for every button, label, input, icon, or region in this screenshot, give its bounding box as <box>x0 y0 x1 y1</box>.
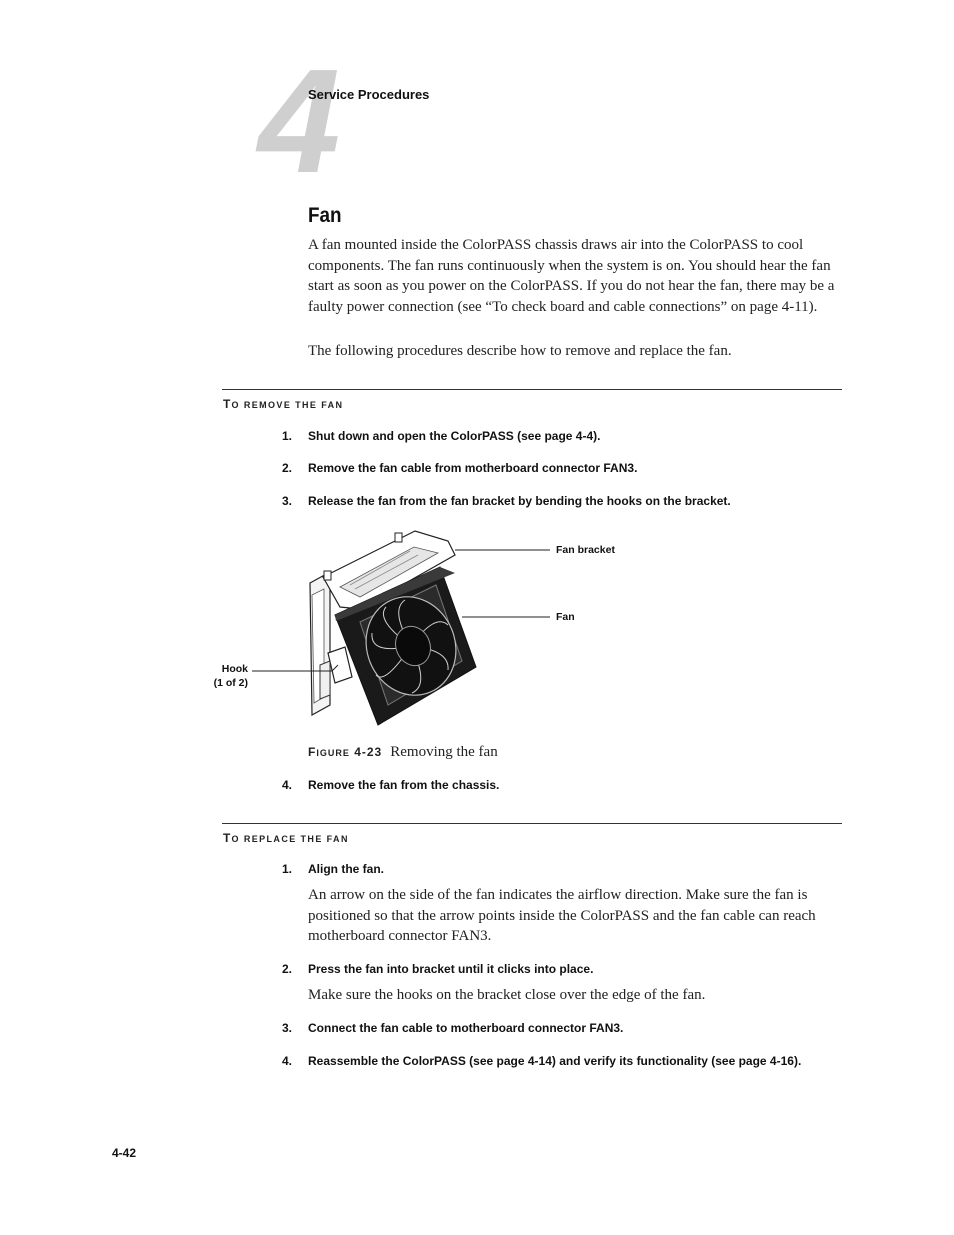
remove-step-3: 3. Release the fan from the fan bracket by bending the hooks on the bracket. <box>282 494 731 508</box>
page-number: 4-42 <box>112 1146 137 1160</box>
fan-callout: Fan <box>556 611 575 623</box>
remove-step-4: 4. Remove the fan from the chassis. <box>282 778 500 792</box>
replace-step-3: 3. Connect the fan cable to motherboard connector FAN3. <box>282 1021 624 1035</box>
hook-callout-line1: Hook <box>221 663 248 675</box>
remove-procedure-heading: TO REMOVE THE FAN <box>223 397 344 411</box>
figure-caption-text: Removing the fan <box>390 744 498 760</box>
remove-step-1: 1. Shut down and open the ColorPASS (see page 4-4). <box>282 429 601 443</box>
remove-step-2: 2. Remove the fan cable from motherboard connector FAN3. <box>282 461 638 475</box>
divider-rule <box>222 823 842 824</box>
fan-illustration <box>200 525 640 740</box>
section-title: Fan <box>308 204 342 227</box>
figure-label: FIGURE 4-23 <box>308 745 383 759</box>
replace-step-1-detail: An arrow on the side of the fan indicates the airflow direction. Make sure the fan is positioned so that the arrow points inside the ColorPASS and the fan cable can reach motherboard connector FAN3. <box>308 887 816 944</box>
hook-callout <box>200 663 248 675</box>
intro-paragraph: A fan mounted inside the ColorPASS chassis draws air into the ColorPASS to cool components. The fan runs continuously when the system is on. You should hear the fan start as soon as you power on the ColorPASS. If you do not hear the fan, there may be a faulty power connection (see “To check board and cable connections” on page 4-11). <box>308 237 835 315</box>
replace-step-4: 4. Reassemble the ColorPASS (see page 4-14) and verify its functionality (see page 4-16). <box>282 1054 802 1068</box>
chapter-number: 4 <box>258 39 337 204</box>
replace-procedure-heading: TO REPLACE THE FAN <box>223 831 349 845</box>
chapter-title: Service Procedures <box>308 87 430 102</box>
fan-bracket-callout: Fan bracket <box>556 544 615 556</box>
replace-step-2-detail: Make sure the hooks on the bracket close over the edge of the fan. <box>308 987 706 1003</box>
divider-rule <box>222 389 842 390</box>
procedures-paragraph: The following procedures describe how to remove and replace the fan. <box>308 343 732 359</box>
replace-step-2: 2. Press the fan into bracket until it clicks into place. <box>282 962 594 976</box>
hook-callout-count: (1 of 2) <box>213 677 248 689</box>
figure-caption <box>308 744 498 761</box>
replace-step-1: 1. Align the fan. <box>282 862 384 876</box>
